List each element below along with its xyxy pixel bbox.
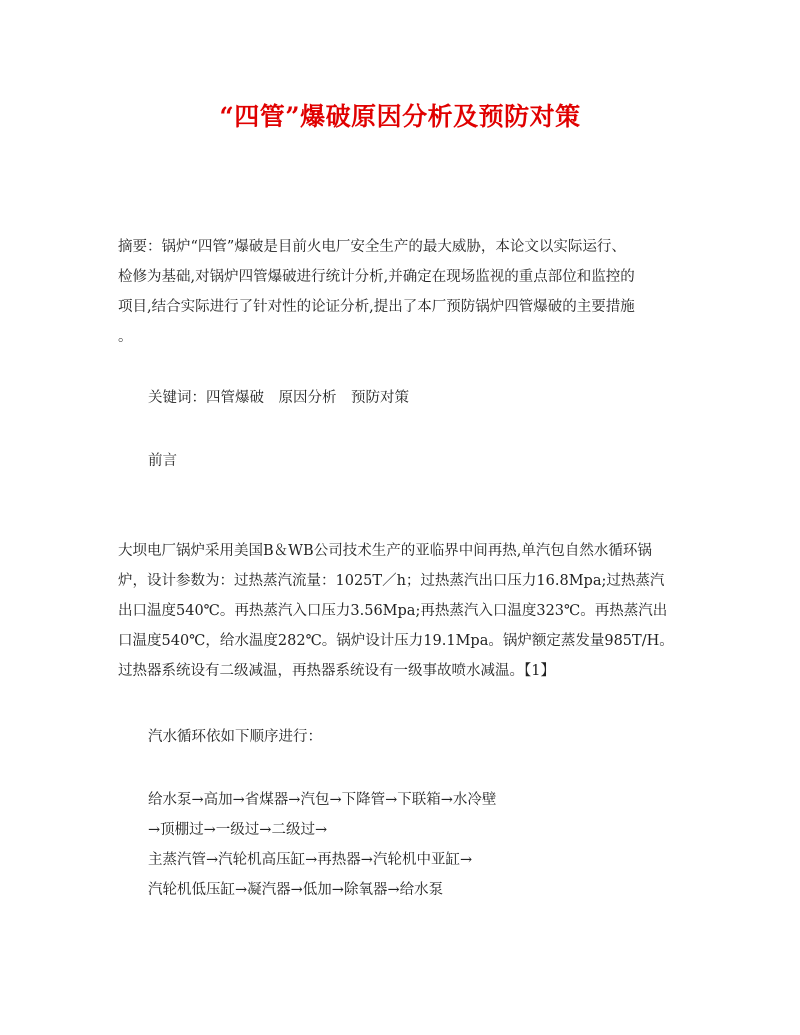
intro-line: 出口温度540℃。再热蒸汽入口压力3.56Mpa;再热蒸汽入口温度323℃。再热蒸汽出 (118, 603, 668, 619)
abstract-line: 项目,结合实际进行了针对性的论证分析,提出了本厂预防锅炉四管爆破的主要措施 (118, 299, 635, 315)
keywords-line: 关键词：四管爆破 原因分析 预防对策 (148, 390, 409, 406)
flow-intro-line: 汽水循环依如下顺序进行： (148, 729, 322, 745)
abstract-line: 检修为基础,对锅炉四管爆破进行统计分析,并确定在现场监视的重点部位和监控的 (118, 269, 635, 285)
intro-paragraph (118, 536, 683, 686)
intro-line: 大坝电厂锅炉采用美国B＆WB公司技术生产的亚临界中间再热,单汽包自然水循环锅 (118, 543, 652, 559)
intro-line: 炉，设计参数为：过热蒸汽流量：1025T／h；过热蒸汽出口压力16.8Mpa;过热蒸汽 (118, 573, 665, 589)
preface-heading: 前言 (148, 453, 177, 469)
intro-line: 口温度540℃，给水温度282℃。锅炉设计压力19.1Mpa。锅炉额定蒸发量985T/H。 (118, 633, 674, 649)
flow-line: 汽轮机低压缸→凝汽器→低加→除氧器→给水泵 (148, 882, 444, 898)
flow-line: 给水泵→高加→省煤器→汽包→下降管→下联箱→水冷壁 (148, 792, 497, 808)
abstract-line: 。 (118, 329, 133, 345)
abstract-paragraph (118, 232, 683, 352)
flow-line: 主蒸汽管→汽轮机高压缸→再热器→汽轮机中亚缸→ (148, 852, 473, 868)
abstract-line: 摘要：锅炉“四管”爆破是目前火电厂安全生产的最大威胁，本论文以实际运行、 (118, 239, 626, 255)
flow-line: →顶棚过→一级过→二级过→ (148, 822, 328, 838)
flow-sequence (148, 785, 713, 905)
document-title: “四管”爆破原因分析及预防对策 (219, 102, 581, 131)
intro-line: 过热器系统设有二级减温，再热器系统设有一级事故喷水减温。【1】 (118, 663, 555, 679)
